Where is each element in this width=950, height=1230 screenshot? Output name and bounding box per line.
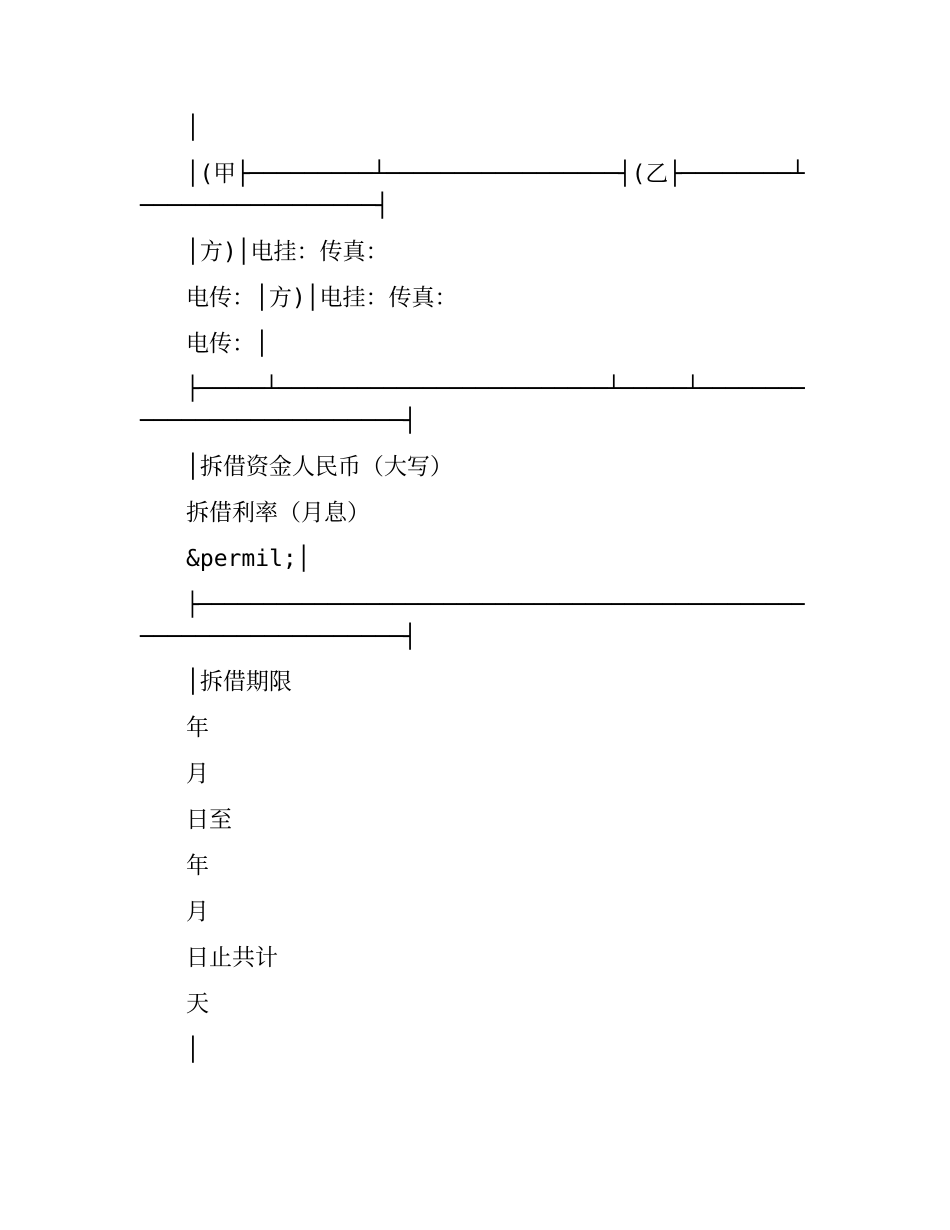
text-line: │	[186, 115, 200, 141]
text-line: 电传：│方)│电挂：传真：	[186, 285, 458, 311]
text-line: &permil;│	[186, 546, 311, 572]
text-line: │	[186, 1037, 200, 1063]
text-line: 电传：│	[186, 331, 269, 357]
text-line: ───────────────────┤	[140, 624, 417, 650]
text-line: │方)│电挂：传真：	[186, 239, 389, 265]
text-line: │拆借资金人民币（大写）	[186, 454, 453, 480]
text-line: 天	[186, 991, 209, 1017]
text-line: 月	[186, 761, 209, 787]
text-line: 日至	[186, 807, 232, 833]
text-line: │(甲├─────────┴─────────────────┤(乙├────────┴	[186, 161, 805, 187]
text-line: ───────────────────┤	[140, 408, 417, 434]
text-line: 日止共计	[186, 945, 278, 971]
text-line: 年	[186, 715, 209, 741]
text-line: ├───────────────────────────────────────────────	[186, 592, 805, 618]
text-line: │拆借期限	[186, 669, 292, 695]
text-line: 月	[186, 899, 209, 925]
text-line: ─────────────────┤	[140, 193, 390, 219]
text-line: 年	[186, 853, 209, 879]
text-line: 拆借利率（月息）	[186, 500, 370, 526]
text-line: ├─────┴─────────────────────────┴─────┴────────	[186, 376, 805, 402]
